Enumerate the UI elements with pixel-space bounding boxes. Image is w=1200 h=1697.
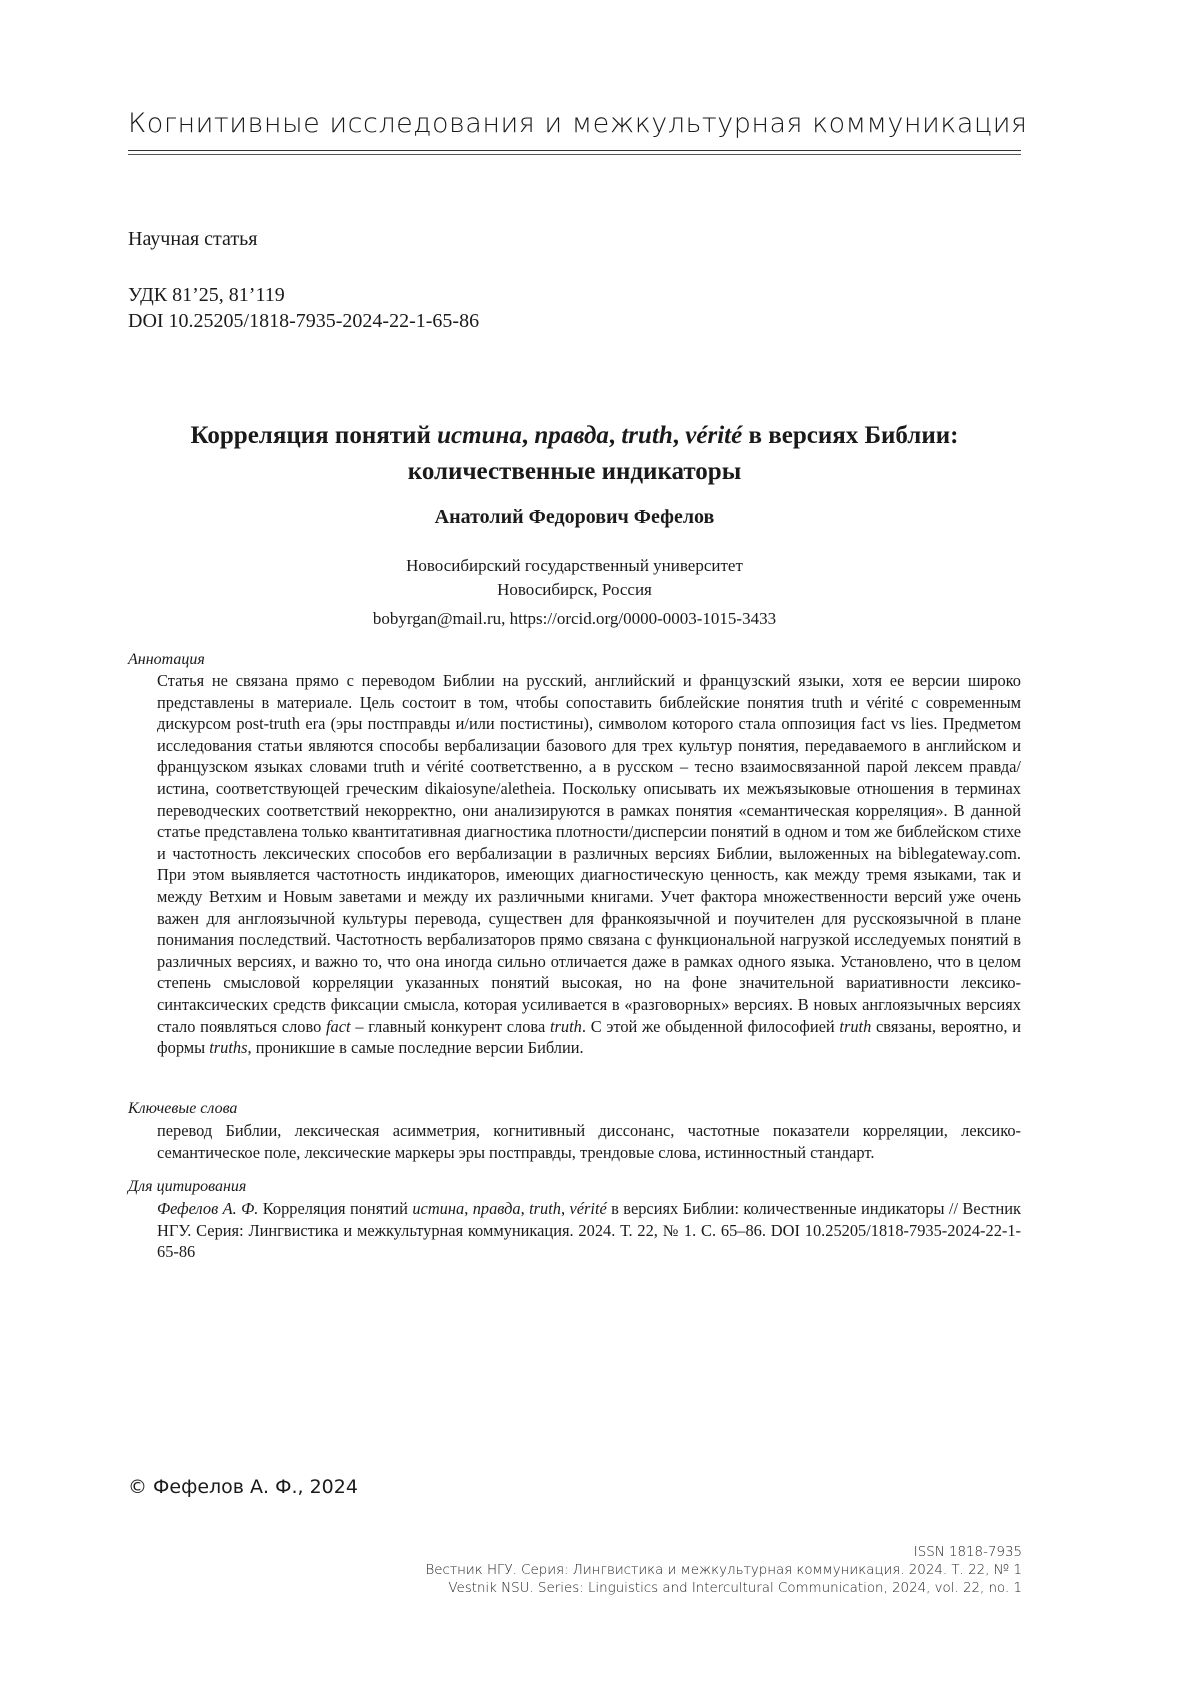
- title-separator: ,: [521, 422, 535, 449]
- citation-author: Фефелов А. Ф.: [157, 1199, 259, 1218]
- citation-term: правда: [472, 1199, 521, 1218]
- affiliation-location: Новосибирск, Россия: [497, 580, 652, 599]
- citation-text-part: в версиях Библии: количественные индикаторы // Вестник НГУ. Серия: Лингвистика и межкультурная коммуникация. 2024. Т. 22, № 1. С. 65–86. DOI 10.25205/1818-7935-2024-22-1-65-86: [157, 1199, 1021, 1262]
- author-name: Анатолий Федорович Фефелов: [434, 506, 715, 528]
- keywords-label: Ключевые слова: [128, 1100, 238, 1117]
- citation-separator: ,: [464, 1199, 473, 1218]
- abstract-main-text: Статья не связана прямо с переводом Библии на русский, английский и французский языки, хотя ее версии широко представлены в материале. Цель состоит в том, чтобы сопоставить библейские понятия truth и vérité с современным дискурсом post-truth era (эры постправды и/или постистины), символом которого стала оппозиция fact vs lies. Предметом исследования статьи являются способы вербализации базового для трех культур понятия, передаваемого в английском и французском языках словами truth и vérité соответственно, а в русском – тесно взаимосвязанной парой лексем правда/истина, соответствующей греческим dikaiosyne/aletheia. Поскольку описывать их межъязыковые отношения в терминах переводческих соответствий некорректно, они анализируются в рамках понятия «семантическая корреляция». В данной статье представлена только квантитативная диагностика плотности/дисперсии понятий в одном и том же библейском стихе и частотность лексических способов его вербализации в различных версиях Библии, выложенных на biblegateway.com. При этом выявляется частотность индикаторов, имеющих диагностическую ценность, как между тремя языками, так и между Ветхим и Новым заветами и между их различными книгами. Учет фактора множественности версий уже очень важен для англоязычной культуры перевода, существен для франкоязычной и поучителен для русскоязычной в плане понимания последствий. Частотность вербализаторов прямо связана с функциональной нагрузкой исследуемых понятий в различных версиях, и важно то, что она иногда сильно отличается даже в рамках одного языка. Установлено, что в целом степень смысловой корреляции указанных понятий высокая, но на фоне значительной вариативности лексико-синтаксических средств фиксации смысла, которая усиливается в «разговорных» версиях. В новых англоязычных версиях стало появляться слово: [157, 671, 1021, 1036]
- citation-term: истина: [412, 1199, 465, 1218]
- header-rule-bottom: [128, 154, 1021, 155]
- copyright-notice: © Фефелов А. Ф., 2024: [128, 1476, 358, 1498]
- article-title: [128, 418, 1021, 490]
- title-term-truth: truth: [621, 422, 673, 449]
- abstract-label: Аннотация: [128, 651, 205, 668]
- running-header: Когнитивные исследования и межкультурная коммуникация: [128, 108, 1028, 139]
- title-separator: ,: [672, 422, 686, 449]
- title-suffix: в версиях Библии:: [742, 422, 959, 449]
- footer-issn: ISSN 1818-7935: [913, 1545, 1022, 1560]
- abstract-emphasis: truth: [549, 1016, 582, 1036]
- affiliation-university: Новосибирский государственный университет: [406, 556, 743, 575]
- abstract-text-part: – главный конкурент слова: [350, 1016, 550, 1036]
- footer-journal-en: Vestnik NSU. Series: Linguistics and Intercultural Communication, 2024, vol. 22, no. 1: [448, 1581, 1022, 1596]
- citation-separator: ,: [520, 1199, 530, 1218]
- footer-journal-ru: Вестник НГУ. Серия: Лингвистика и межкультурная коммуникация. 2024. Т. 22, № 1: [425, 1563, 1022, 1578]
- abstract-text: [157, 670, 1021, 1059]
- abstract-emphasis: truth: [839, 1016, 872, 1036]
- author-contacts[interactable]: bobyrgan@mail.ru, https://orcid.org/0000-0003-1015-3433: [372, 609, 777, 628]
- header-rule-top: [128, 150, 1021, 151]
- abstract-text-part: , проникшие в самые последние версии Библии.: [247, 1038, 584, 1058]
- doi: DOI 10.25205/1818-7935-2024-22-1-65-86: [128, 310, 480, 332]
- citation-text: [157, 1198, 1021, 1263]
- title-term-istina: истина: [437, 422, 522, 449]
- keywords-text: перевод Библии, лексическая асимметрия, когнитивный диссонанс, частотные показатели корреляции, лексико-семантическое поле, лексические маркеры эры постправды, трендовые слова, истинностный стандарт.: [157, 1121, 1021, 1162]
- abstract-text-part: связаны, вероятно, и формы: [157, 1016, 1021, 1058]
- citation-term: truth: [529, 1199, 561, 1218]
- title-prefix: Корреляция понятий: [190, 422, 438, 449]
- title-line-2: количественные индикаторы: [407, 458, 742, 485]
- title-term-verite: vérité: [685, 422, 743, 449]
- udc-code: УДК 81’25, 81’119: [128, 284, 285, 306]
- citation-label: Для цитирования: [128, 1178, 247, 1195]
- citation-term: vérité: [569, 1199, 607, 1218]
- article-type: Научная статья: [128, 228, 258, 250]
- title-separator: ,: [608, 422, 622, 449]
- abstract-emphasis: truths: [209, 1038, 248, 1058]
- citation-text-part: Корреляция понятий: [258, 1199, 413, 1218]
- abstract-emphasis: fact: [326, 1016, 351, 1036]
- title-term-pravda: правда: [534, 422, 609, 449]
- citation-separator: ,: [560, 1199, 570, 1218]
- abstract-text-part: . С этой же обыденной философией: [581, 1016, 840, 1036]
